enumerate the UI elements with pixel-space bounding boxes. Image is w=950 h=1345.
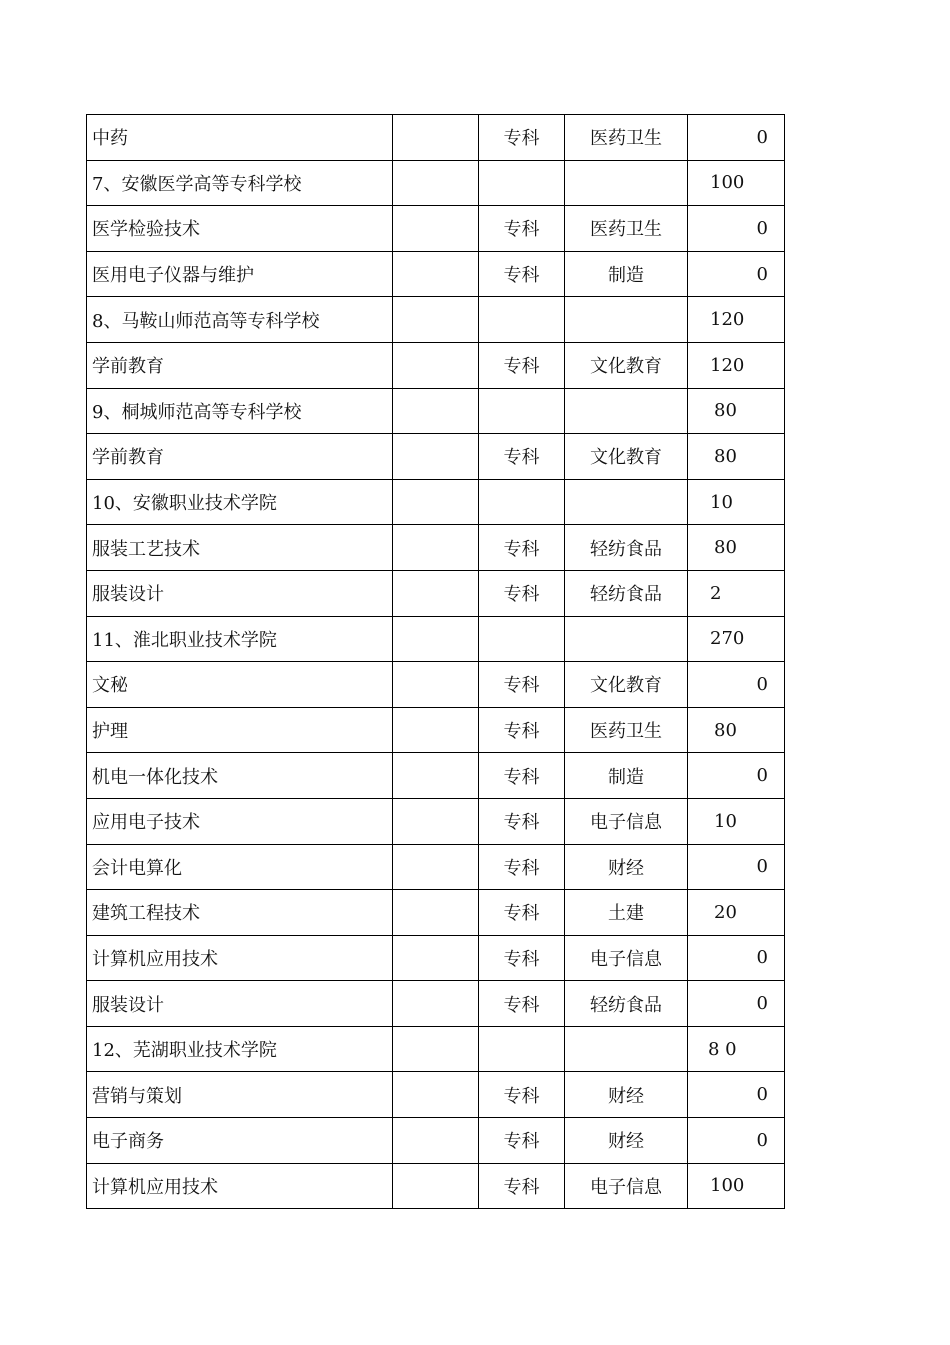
major-name-cell: 中药 (87, 115, 393, 161)
education-level-cell: 专科 (479, 753, 565, 799)
table-row (87, 1026, 785, 1072)
major-name-cell: 服装工艺技术 (87, 525, 393, 571)
major-name-cell: 学前教育 (87, 434, 393, 480)
empty-cell (393, 753, 479, 799)
empty-cell (393, 388, 479, 434)
category-cell: 轻纺食品 (565, 570, 688, 616)
education-level-cell: 专科 (479, 890, 565, 936)
education-level-cell: 专科 (479, 1163, 565, 1209)
empty-cell (393, 479, 479, 525)
education-level-cell: 专科 (479, 251, 565, 297)
category-cell: 轻纺食品 (565, 525, 688, 571)
table-row (87, 1072, 785, 1118)
empty-cell (393, 890, 479, 936)
education-level-cell: 专科 (479, 525, 565, 571)
category-cell: 文化教育 (565, 434, 688, 480)
major-name-cell: 10、安徽职业技术学院 (87, 479, 393, 525)
education-level-cell: 专科 (479, 844, 565, 890)
major-name-cell: 计算机应用技术 (87, 1163, 393, 1209)
education-level-cell (479, 479, 565, 525)
major-name-cell: 学前教育 (87, 342, 393, 388)
enrollment-count-cell: 120 (688, 297, 785, 343)
education-level-cell: 专科 (479, 798, 565, 844)
category-cell: 轻纺食品 (565, 981, 688, 1027)
enrollment-count-cell: 0 (688, 251, 785, 297)
major-name-cell: 12、芜湖职业技术学院 (87, 1026, 393, 1072)
category-cell: 医药卫生 (565, 707, 688, 753)
education-level-cell: 专科 (479, 935, 565, 981)
category-cell: 土建 (565, 890, 688, 936)
empty-cell (393, 1163, 479, 1209)
enrollment-count-cell: 120 (688, 342, 785, 388)
category-cell (565, 1026, 688, 1072)
major-name-cell: 服装设计 (87, 981, 393, 1027)
category-cell: 文化教育 (565, 662, 688, 708)
table-row (87, 662, 785, 708)
empty-cell (393, 1118, 479, 1164)
empty-cell (393, 981, 479, 1027)
enrollment-count-cell: 270 (688, 616, 785, 662)
enrollment-count-cell: 80 (688, 388, 785, 434)
enrollment-count-cell: 80 (688, 707, 785, 753)
empty-cell (393, 662, 479, 708)
category-cell: 制造 (565, 251, 688, 297)
major-name-cell: 会计电算化 (87, 844, 393, 890)
enrollment-count-cell: 8 0 (688, 1026, 785, 1072)
empty-cell (393, 935, 479, 981)
enrollment-count-cell: 0 (688, 844, 785, 890)
enrollment-count-cell: 100 (688, 1163, 785, 1209)
major-name-cell: 建筑工程技术 (87, 890, 393, 936)
empty-cell (393, 616, 479, 662)
table-row (87, 342, 785, 388)
category-cell: 电子信息 (565, 798, 688, 844)
empty-cell (393, 251, 479, 297)
education-level-cell (479, 1026, 565, 1072)
empty-cell (393, 570, 479, 616)
table-row (87, 479, 785, 525)
table-row (87, 707, 785, 753)
table-row (87, 935, 785, 981)
major-name-cell: 9、桐城师范高等专科学校 (87, 388, 393, 434)
table-row (87, 890, 785, 936)
education-level-cell (479, 388, 565, 434)
table-row (87, 570, 785, 616)
empty-cell (393, 844, 479, 890)
empty-cell (393, 1072, 479, 1118)
table-row (87, 388, 785, 434)
category-cell: 医药卫生 (565, 115, 688, 161)
education-level-cell: 专科 (479, 1118, 565, 1164)
table-row (87, 525, 785, 571)
enrollment-count-cell: 20 (688, 890, 785, 936)
category-cell: 电子信息 (565, 1163, 688, 1209)
major-name-cell: 7、安徽医学高等专科学校 (87, 160, 393, 206)
table-row (87, 844, 785, 890)
education-level-cell: 专科 (479, 707, 565, 753)
major-name-cell: 8、马鞍山师范高等专科学校 (87, 297, 393, 343)
table-row (87, 1163, 785, 1209)
enrollment-count-cell: 0 (688, 753, 785, 799)
education-level-cell: 专科 (479, 570, 565, 616)
empty-cell (393, 297, 479, 343)
education-level-cell: 专科 (479, 662, 565, 708)
major-name-cell: 机电一体化技术 (87, 753, 393, 799)
empty-cell (393, 1026, 479, 1072)
category-cell: 财经 (565, 844, 688, 890)
empty-cell (393, 206, 479, 252)
table-row (87, 981, 785, 1027)
enrollment-count-cell: 2 (688, 570, 785, 616)
enrollment-count-cell: 0 (688, 206, 785, 252)
education-level-cell: 专科 (479, 206, 565, 252)
education-level-cell (479, 160, 565, 206)
major-name-cell: 11、淮北职业技术学院 (87, 616, 393, 662)
table-row (87, 434, 785, 480)
education-level-cell (479, 297, 565, 343)
education-level-cell: 专科 (479, 434, 565, 480)
category-cell (565, 297, 688, 343)
category-cell: 医药卫生 (565, 206, 688, 252)
empty-cell (393, 115, 479, 161)
enrollment-count-cell: 0 (688, 1118, 785, 1164)
category-cell: 财经 (565, 1118, 688, 1164)
table-row (87, 1118, 785, 1164)
major-name-cell: 电子商务 (87, 1118, 393, 1164)
enrollment-count-cell: 80 (688, 434, 785, 480)
education-level-cell: 专科 (479, 981, 565, 1027)
enrollment-count-cell: 0 (688, 115, 785, 161)
education-level-cell: 专科 (479, 342, 565, 388)
table-row (87, 251, 785, 297)
category-cell: 财经 (565, 1072, 688, 1118)
table-row (87, 206, 785, 252)
table-row (87, 753, 785, 799)
table-row (87, 798, 785, 844)
category-cell (565, 616, 688, 662)
table-row (87, 160, 785, 206)
enrollment-count-cell: 10 (688, 798, 785, 844)
enrollment-table (86, 114, 785, 1209)
category-cell (565, 388, 688, 434)
enrollment-count-cell: 0 (688, 981, 785, 1027)
major-name-cell: 服装设计 (87, 570, 393, 616)
enrollment-count-cell: 80 (688, 525, 785, 571)
major-name-cell: 应用电子技术 (87, 798, 393, 844)
empty-cell (393, 707, 479, 753)
education-level-cell (479, 616, 565, 662)
table-row (87, 616, 785, 662)
table-row (87, 297, 785, 343)
major-name-cell: 营销与策划 (87, 1072, 393, 1118)
major-name-cell: 计算机应用技术 (87, 935, 393, 981)
education-level-cell: 专科 (479, 115, 565, 161)
enrollment-count-cell: 10 (688, 479, 785, 525)
category-cell: 电子信息 (565, 935, 688, 981)
enrollment-count-cell: 0 (688, 662, 785, 708)
enrollment-count-cell: 0 (688, 1072, 785, 1118)
enrollment-count-cell: 0 (688, 935, 785, 981)
major-name-cell: 护理 (87, 707, 393, 753)
major-name-cell: 医用电子仪器与维护 (87, 251, 393, 297)
category-cell (565, 160, 688, 206)
category-cell (565, 479, 688, 525)
enrollment-count-cell: 100 (688, 160, 785, 206)
education-level-cell: 专科 (479, 1072, 565, 1118)
table-body (87, 115, 785, 1209)
category-cell: 制造 (565, 753, 688, 799)
empty-cell (393, 434, 479, 480)
empty-cell (393, 342, 479, 388)
empty-cell (393, 525, 479, 571)
table-row (87, 115, 785, 161)
major-name-cell: 医学检验技术 (87, 206, 393, 252)
empty-cell (393, 160, 479, 206)
major-name-cell: 文秘 (87, 662, 393, 708)
empty-cell (393, 798, 479, 844)
category-cell: 文化教育 (565, 342, 688, 388)
